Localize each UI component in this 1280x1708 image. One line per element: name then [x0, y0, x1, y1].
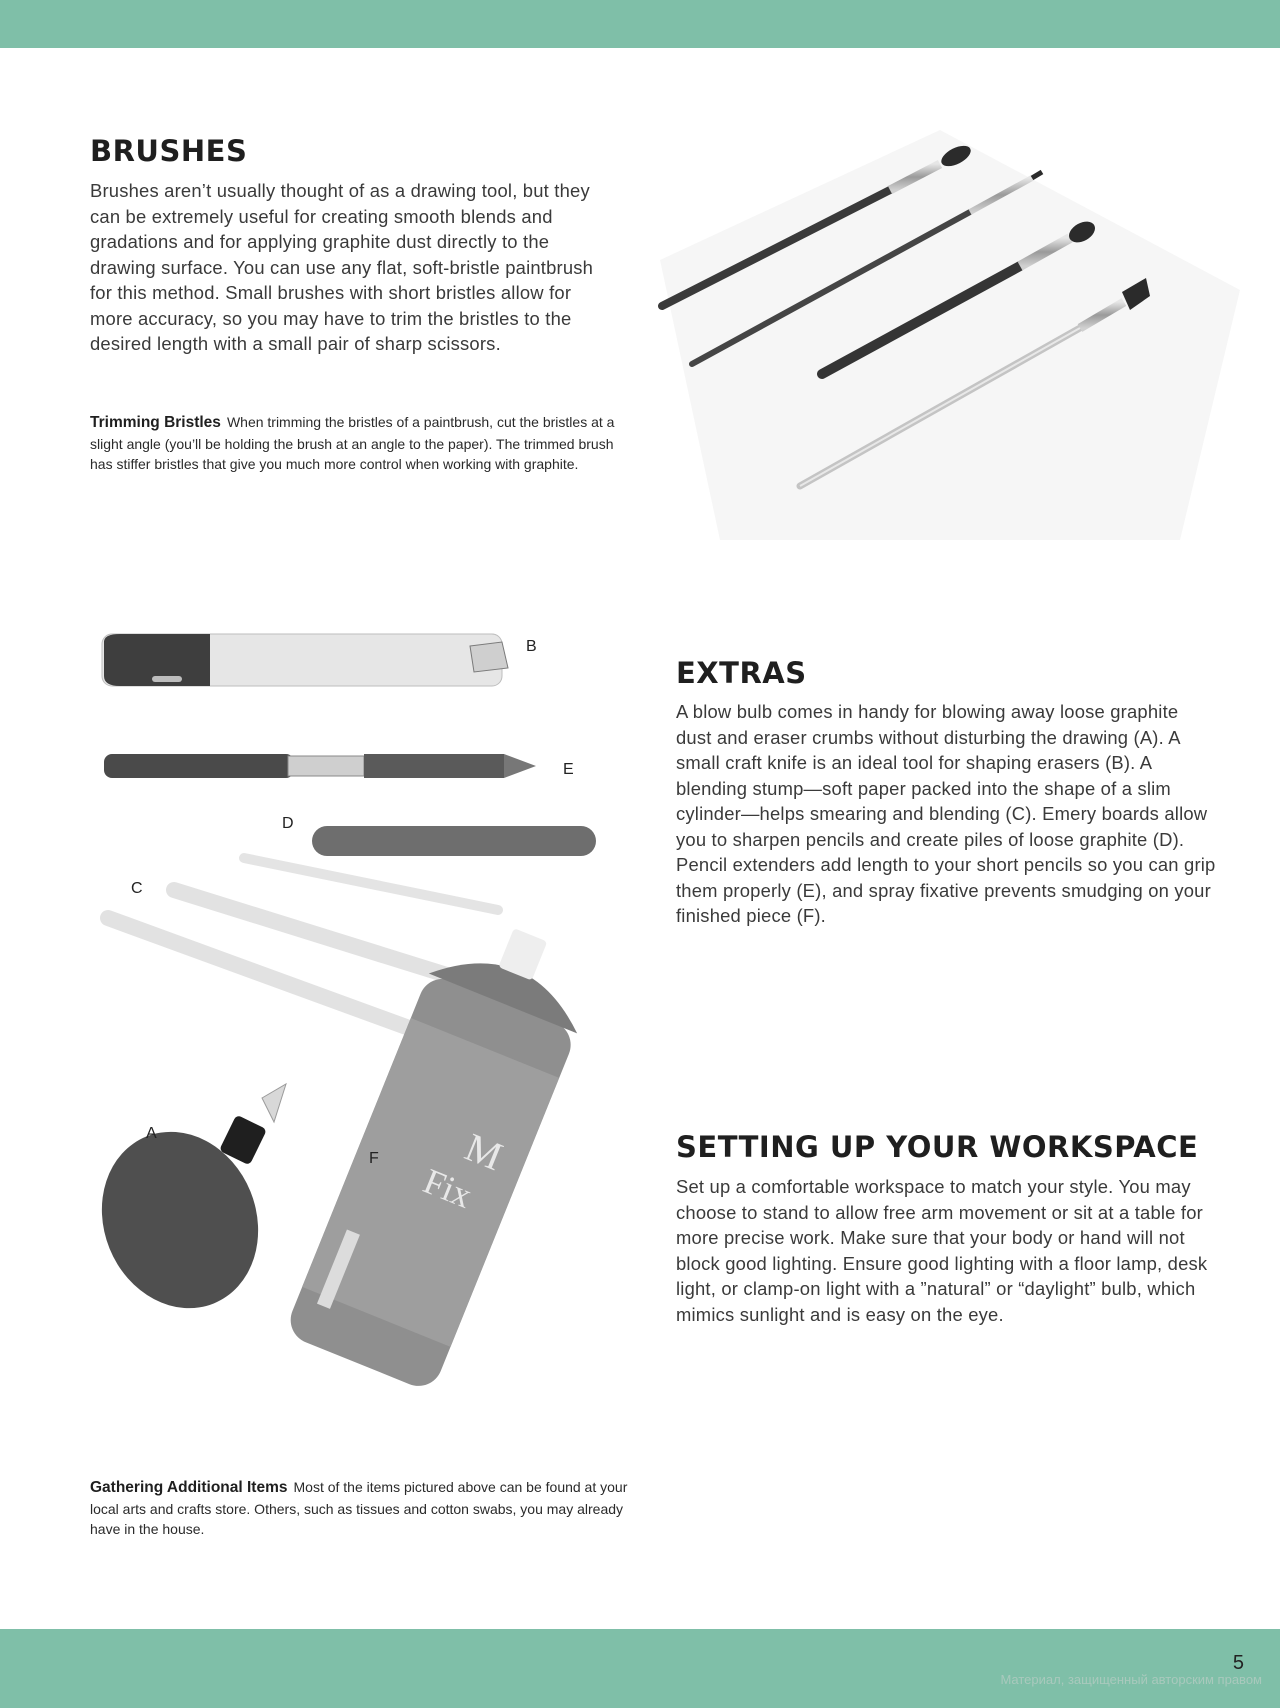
can-label-line-2: Fix	[417, 1160, 478, 1216]
bottom-color-band	[0, 1629, 1280, 1708]
label-a: A	[146, 1125, 157, 1142]
copyright-watermark: Материал, защищенный авторским правом	[1000, 1672, 1262, 1687]
trimming-caption-title: Trimming Bristles	[90, 414, 221, 431]
craft-knife	[102, 634, 508, 686]
gathering-items-caption	[90, 1477, 650, 1540]
page-number: 5	[1232, 1652, 1244, 1674]
workspace-body-text: Set up a comfortable workspace to match your style. You may choose to stand to allow free arm movement or sit at a table for more precise work. Make sure that your body or hand will not block good lighting. Ensure good lighting with a floor lamp, desk light, or clamp-on light with a ”natural” or “daylight” bulb, which mimics sunlight and is easy on the eye.	[676, 1176, 1208, 1325]
pencil-extender	[104, 754, 536, 778]
label-b: B	[526, 638, 537, 655]
gathering-caption-title: Gathering Additional Items	[90, 1479, 288, 1496]
label-c: C	[131, 880, 143, 897]
drawing-extras-illustration	[90, 620, 650, 1440]
trimming-caption-text: When trimming the bristles of a paintbrush, cut the bristles at a slight angle (you’ll be holding the brush at an angle to the paper). The trimmed brush has stiffer bristles that give you much more control when working with graphite.	[90, 414, 615, 472]
workspace-heading: SETTING UP YOUR WORKSPACE	[676, 1130, 1199, 1164]
brushes-heading: BRUSHES	[90, 134, 248, 168]
can-label-line-1: M	[458, 1124, 509, 1180]
trimming-bristles-caption	[90, 412, 630, 475]
label-e: E	[563, 761, 574, 778]
extras-body-text: A blow bulb comes in handy for blowing away loose graphite dust and eraser crumbs without disturbing the drawing (A). A small craft knife is an ideal tool for shaping erasers (B). A blending stump—soft paper packed into the shape of a slim cylinder—helps smearing and blending (C). Emery boards allow you to sharpen pencils and create piles of loose graphite (D). Pencil extenders add length to your short pencils so you can grip them properly (E), and spray fixative prevents smudging on your finished piece (F).	[676, 701, 1216, 926]
extras-heading: EXTRAS	[676, 656, 807, 690]
emery-board	[312, 826, 596, 856]
gathering-caption-text: Most of the items pictured above can be found at your local arts and crafts store. Others, such as tissues and cotton swabs, you may already have in the house.	[90, 1479, 628, 1537]
top-color-band	[0, 0, 1280, 48]
label-d: D	[282, 815, 294, 832]
spray-fixative-can	[283, 905, 604, 1393]
brushes-body-text: Brushes aren’t usually thought of as a drawing tool, but they can be extremely useful for creating smooth blends and gradations and for applying graphite dust directly to the drawing surface. You can use any flat, soft-bristle paintbrush for this method. Small brushes with short bristles allow for more accuracy, so you may have to trim the bristles to the desired length with a small pair of sharp scissors.	[90, 180, 594, 354]
paintbrushes-illustration	[640, 120, 1240, 550]
label-f: F	[369, 1150, 379, 1167]
blow-bulb	[90, 1084, 286, 1332]
